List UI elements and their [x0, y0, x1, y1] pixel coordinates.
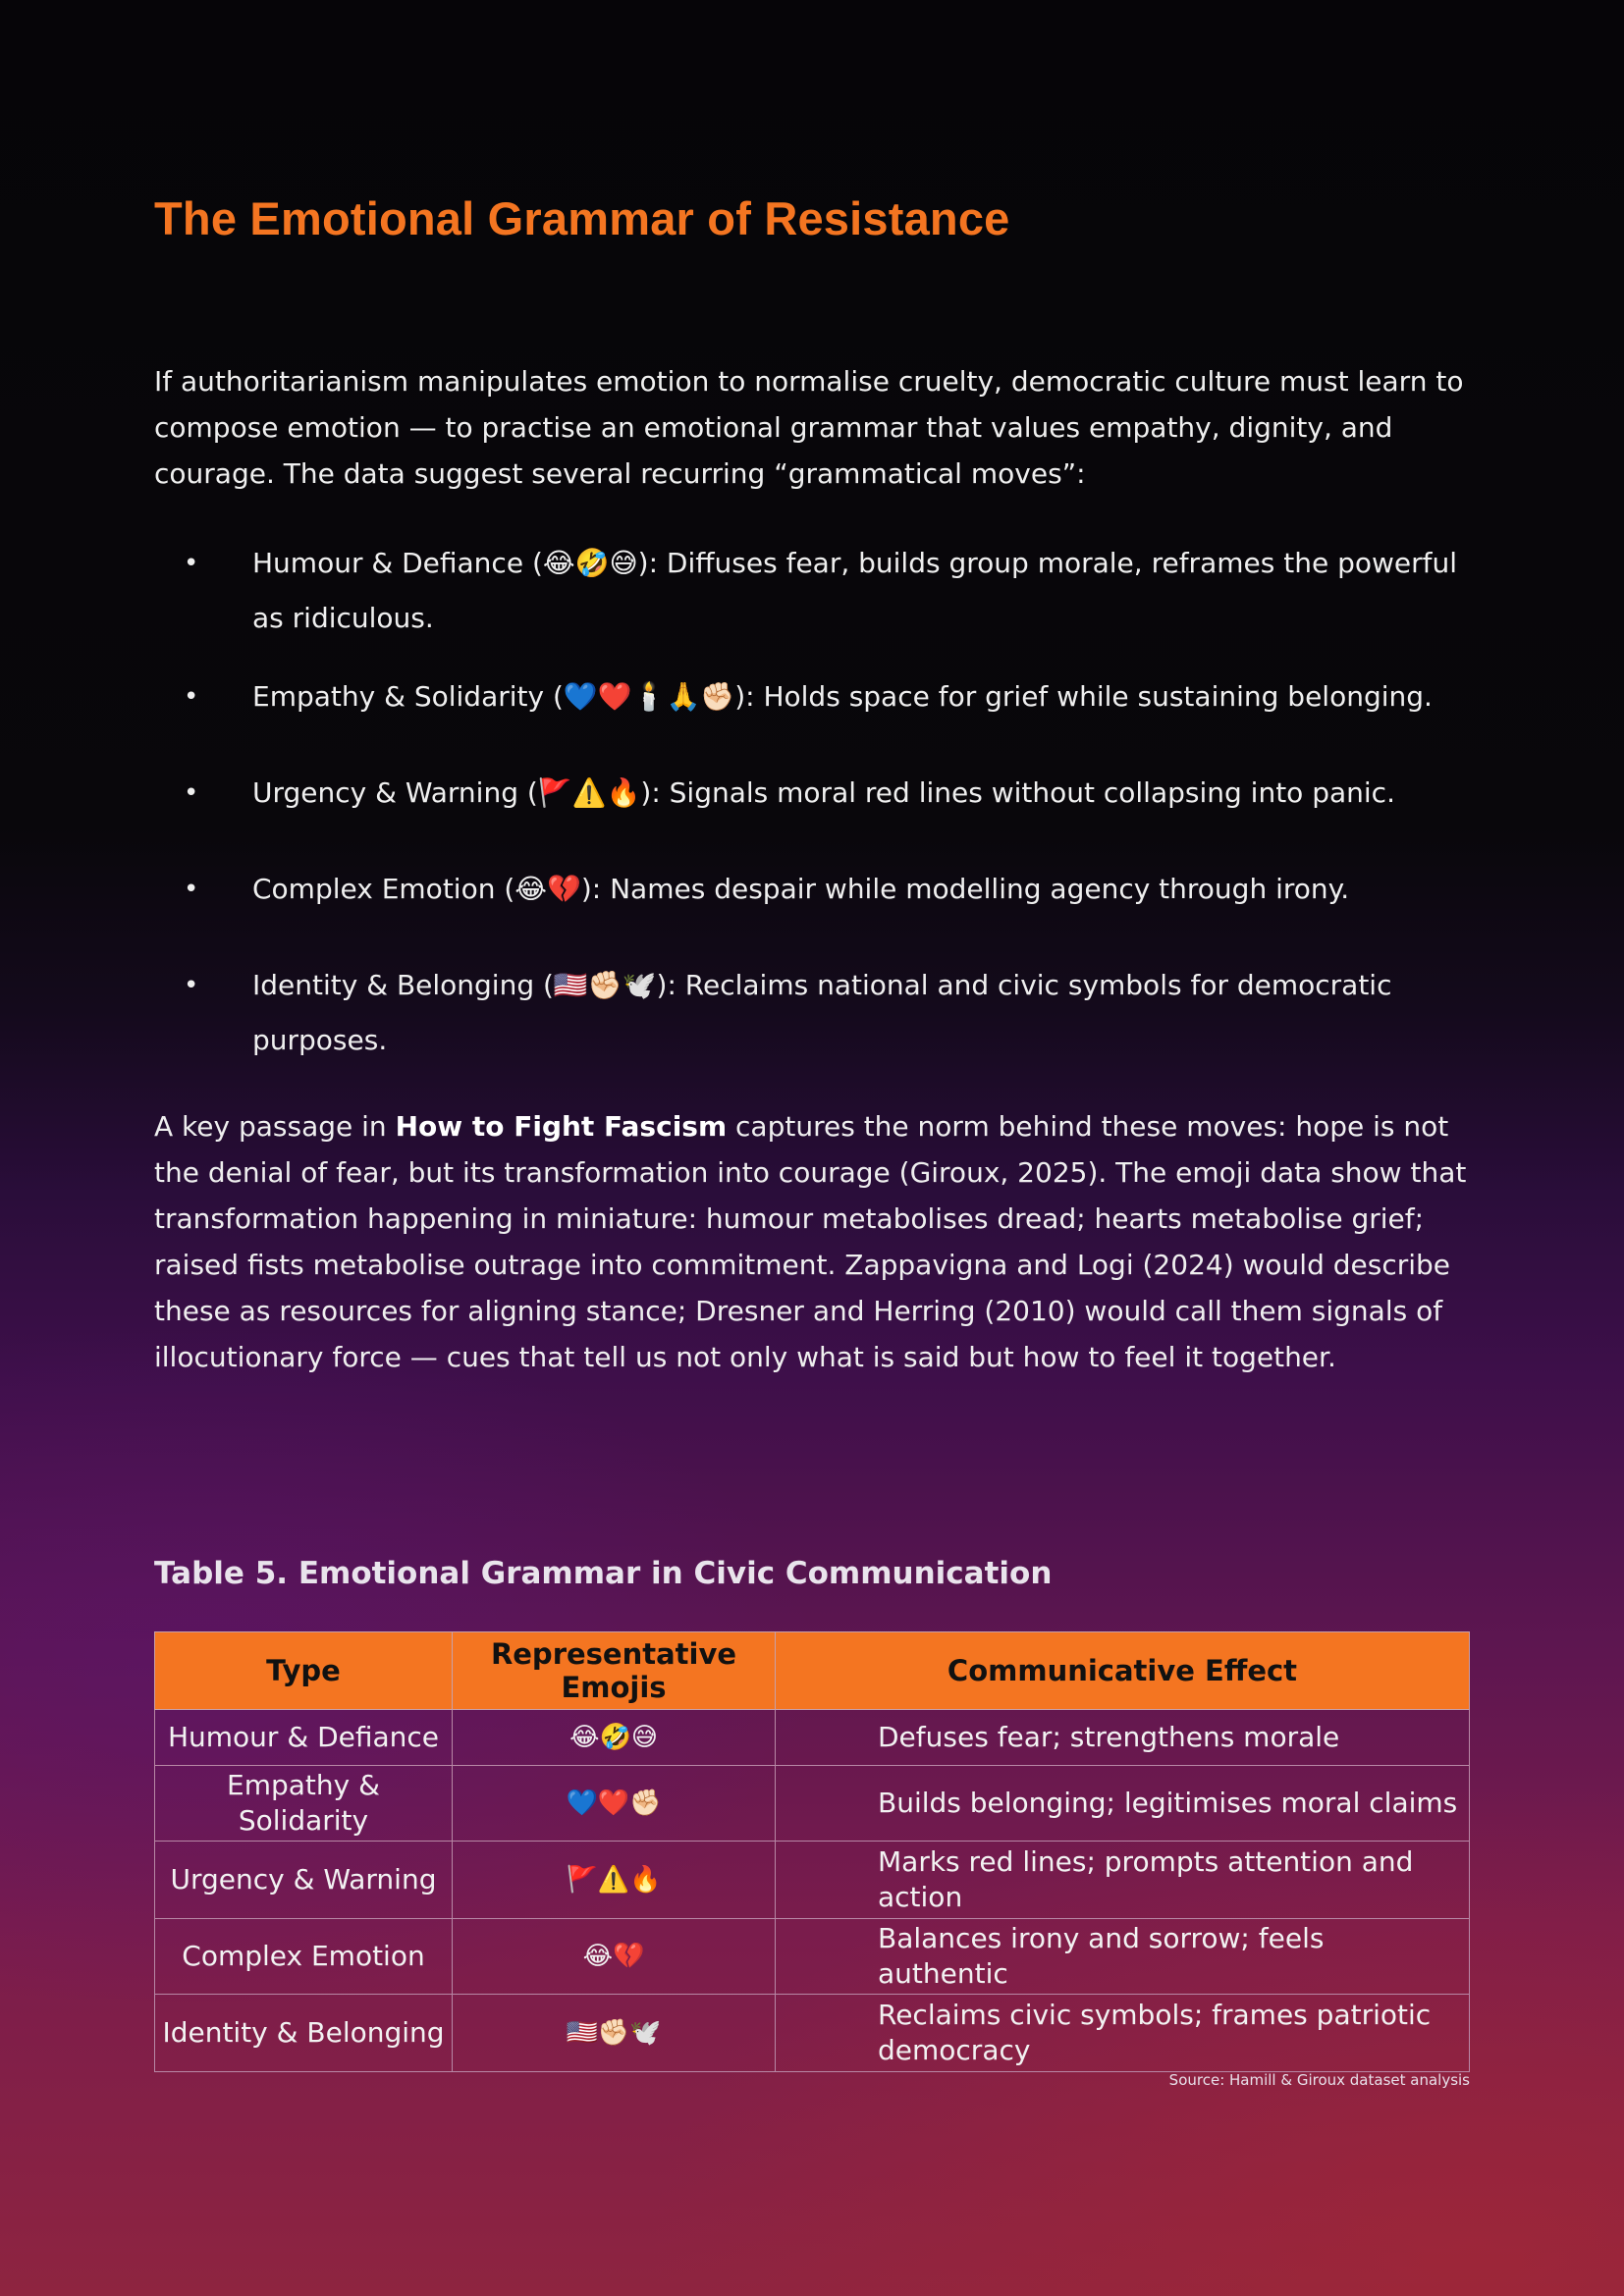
- list-item: [154, 669, 1470, 724]
- cell-effect: Defuses fear; strengthens morale: [776, 1710, 1470, 1766]
- intro-paragraph: If authoritarianism manipulates emotion to normalise cruelty, democratic culture must learn to compose emotion — to practise an emotional grammar that values empathy, dignity, and courage. The data suggest several recurring “grammatical moves”:: [154, 365, 1464, 490]
- source-note: Source: Hamill & Giroux dataset analysis: [1168, 2071, 1470, 2089]
- cell-emojis: 🚩⚠️🔥: [453, 1842, 776, 1919]
- bullet-marker: •: [184, 778, 199, 808]
- cell-effect: Marks red lines; prompts attention and action: [776, 1842, 1470, 1919]
- bullet-marker: •: [184, 682, 199, 712]
- bullet-marker: •: [184, 875, 199, 904]
- column-header-type: Type: [155, 1632, 453, 1710]
- cell-effect: Builds belonging; legitimises moral claims: [776, 1766, 1470, 1842]
- list-item: [154, 862, 1470, 917]
- cell-type: Identity & Belonging: [155, 1995, 453, 2072]
- column-header-effect: Communicative Effect: [776, 1632, 1470, 1710]
- column-header-emojis: Representative Emojis: [453, 1632, 776, 1710]
- cell-effect: Reclaims civic symbols; frames patriotic democracy: [776, 1995, 1470, 2072]
- paragraph-text-end: captures the norm behind these moves: hope is not the denial of fear, but its transformation into courage (Giroux, 2025). The emoji data show that transformation happening in miniature: humour metabolises dread; hearts metabolise grief; raised fists metabolise outrage into commitment. Zappavigna and Logi (2024) would describe these as resources for aligning stance; Dresner and Herring (2010) would call them signals of illocutionary force — cues that tell us not only what is said but how to feel it together.: [154, 1110, 1467, 1373]
- bullet-marker: •: [184, 971, 199, 1000]
- cell-emojis: 💙❤️✊🏻: [453, 1766, 776, 1842]
- section-title: The Emotional Grammar of Resistance: [154, 192, 1010, 244]
- table-header-row: [155, 1632, 1470, 1710]
- cell-emojis: 🇺🇸✊🏻🕊️: [453, 1995, 776, 2072]
- list-item: [154, 536, 1470, 646]
- cell-type: Empathy & Solidarity: [155, 1766, 453, 1842]
- paragraph-text-start: A key passage in: [154, 1110, 396, 1143]
- cell-emojis: 😂🤣😅: [453, 1710, 776, 1766]
- table-row: [155, 1710, 1470, 1766]
- list-item: [154, 958, 1470, 1068]
- table-row: [155, 1842, 1470, 1919]
- cell-type: Complex Emotion: [155, 1919, 453, 1995]
- list-item-text: Identity & Belonging (🇺🇸✊🏻🕊️): Reclaims national and civic symbols for democratic purposes.: [252, 969, 1392, 1056]
- list-item-text: Urgency & Warning (🚩⚠️🔥): Signals moral red lines without collapsing into panic.: [252, 776, 1395, 809]
- cell-type: Humour & Defiance: [155, 1710, 453, 1766]
- table-row: [155, 1919, 1470, 1995]
- book-title: How to Fight Fascism: [395, 1110, 728, 1143]
- cell-emojis: 😂💔: [453, 1919, 776, 1995]
- cell-type: Urgency & Warning: [155, 1842, 453, 1919]
- table-title: Table 5. Emotional Grammar in Civic Communication: [154, 1556, 1053, 1591]
- table-row: [155, 1995, 1470, 2072]
- body-paragraph: [154, 1103, 1470, 1380]
- bullet-marker: •: [184, 549, 199, 578]
- list-item-text: Humour & Defiance (😂🤣😅): Diffuses fear, builds group morale, reframes the powerful as ridiculous.: [252, 547, 1457, 634]
- table-row: [155, 1766, 1470, 1842]
- grammatical-moves-list: [154, 536, 1470, 1068]
- list-item-text: Complex Emotion (😂💔): Names despair while modelling agency through irony.: [252, 873, 1350, 905]
- list-item-text: Empathy & Solidarity (💙❤️🕯️🙏✊🏻): Holds space for grief while sustaining belonging.: [252, 680, 1433, 713]
- emotional-grammar-table: [154, 1631, 1470, 2072]
- list-item: [154, 766, 1470, 821]
- cell-effect: Balances irony and sorrow; feels authentic: [776, 1919, 1470, 1995]
